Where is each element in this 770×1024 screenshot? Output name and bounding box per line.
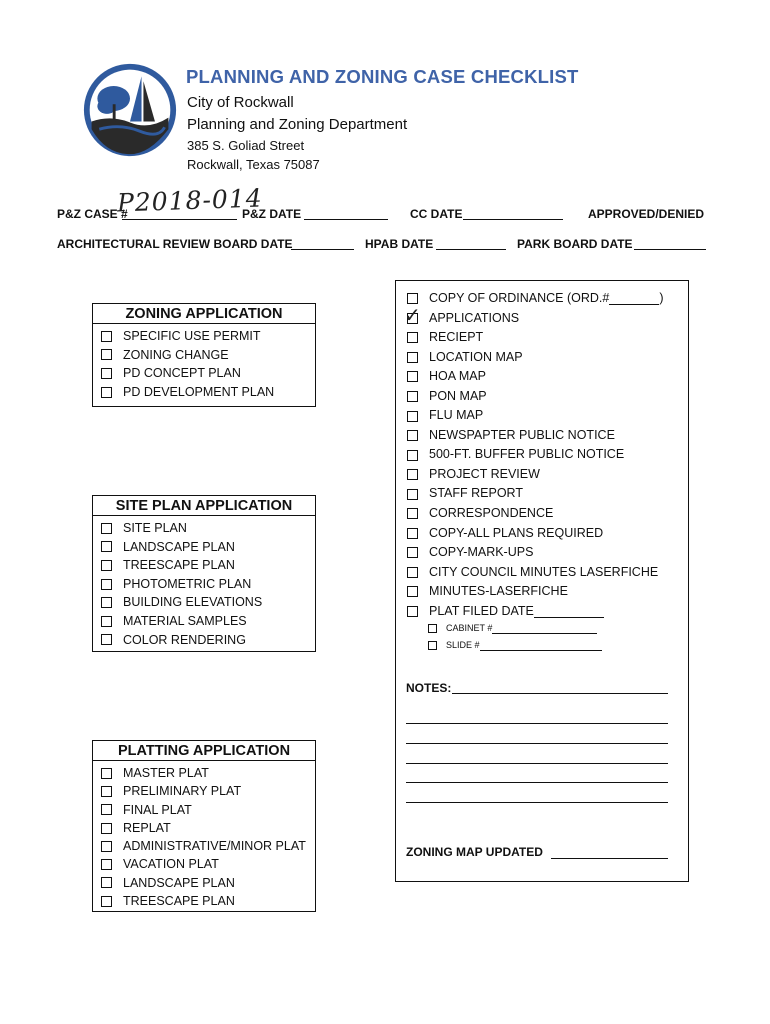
case-number-handwritten: P2018-014	[116, 183, 264, 218]
pz-date-field[interactable]	[304, 208, 388, 220]
checkbox[interactable]	[407, 508, 418, 519]
platting-item[interactable]: ADMINISTRATIVE/MINOR PLAT	[101, 837, 315, 855]
notes-line[interactable]	[406, 722, 668, 724]
checkbox[interactable]	[101, 541, 112, 552]
checklist-item[interactable]: PROJECT REVIEW	[407, 465, 664, 485]
platting-item[interactable]: LANDSCAPE PLAN	[101, 874, 315, 892]
site-plan-item[interactable]: SITE PLAN	[101, 519, 315, 538]
checklist-item-applications[interactable]: APPLICATIONS	[407, 309, 664, 329]
notes-line[interactable]	[406, 742, 668, 744]
cc-date-label: CC DATE	[410, 207, 463, 221]
approved-denied-label[interactable]: APPROVED/DENIED	[588, 207, 705, 221]
zoning-item-pd-development-plan[interactable]: PD DEVELOPMENT PLAN	[101, 383, 315, 402]
checkbox[interactable]	[428, 641, 437, 650]
city-name: City of Rockwall	[187, 94, 294, 111]
platting-item[interactable]: FINAL PLAT	[101, 801, 315, 819]
department-name: Planning and Zoning Department	[187, 116, 408, 133]
checkbox[interactable]	[407, 411, 418, 422]
checklist-item[interactable]: MINUTES-LASERFICHE	[407, 582, 664, 602]
zoning-application-title: ZONING APPLICATION	[93, 304, 315, 324]
checkbox[interactable]	[407, 352, 418, 363]
checkbox[interactable]	[101, 387, 112, 398]
zoning-map-updated-field[interactable]	[551, 857, 668, 859]
checkbox[interactable]	[407, 450, 418, 461]
street-address: 385 S. Goliad Street	[187, 138, 305, 153]
checkbox[interactable]	[101, 823, 112, 834]
checklist-item[interactable]: HOA MAP	[407, 367, 664, 387]
platting-item[interactable]: TREESCAPE PLAN	[101, 892, 315, 910]
site-plan-item[interactable]: COLOR RENDERING	[101, 631, 315, 650]
checkbox[interactable]	[407, 489, 418, 500]
arb-date-field[interactable]	[291, 238, 354, 250]
notes-label: NOTES:	[406, 681, 452, 695]
cabinet-number-field[interactable]	[492, 624, 597, 634]
notes-line[interactable]	[406, 801, 668, 803]
site-plan-item[interactable]: LANDSCAPE PLAN	[101, 538, 315, 557]
checklist-item[interactable]: COPY-MARK-UPS	[407, 543, 664, 563]
cc-date-field[interactable]	[463, 208, 563, 220]
platting-item[interactable]: PRELIMINARY PLAT	[101, 782, 315, 800]
checkbox[interactable]	[407, 371, 418, 382]
platting-application-title: PLATTING APPLICATION	[93, 741, 315, 761]
site-plan-item[interactable]: BUILDING ELEVATIONS	[101, 593, 315, 612]
platting-item[interactable]: VACATION PLAT	[101, 855, 315, 873]
platting-item[interactable]: REPLAT	[101, 819, 315, 837]
notes-line[interactable]	[406, 781, 668, 783]
slide-number-field[interactable]	[480, 641, 602, 651]
checklist-item[interactable]: CORRESPONDENCE	[407, 504, 664, 524]
notes-line[interactable]	[406, 762, 668, 764]
plat-filed-date-field[interactable]	[534, 605, 604, 618]
platting-item[interactable]: MASTER PLAT	[101, 764, 315, 782]
city-state-zip: Rockwall, Texas 75087	[187, 157, 320, 172]
checklist-item[interactable]: PON MAP	[407, 387, 664, 407]
checkbox[interactable]	[101, 786, 112, 797]
site-plan-item[interactable]: PHOTOMETRIC PLAN	[101, 575, 315, 594]
checkbox[interactable]	[101, 841, 112, 852]
zoning-item-pd-concept-plan[interactable]: PD CONCEPT PLAN	[101, 364, 315, 383]
checkbox[interactable]	[407, 528, 418, 539]
checklist-item-plat-filed-date[interactable]: PLAT FILED DATE	[407, 602, 664, 622]
hpab-date-field[interactable]	[436, 238, 506, 250]
checkbox[interactable]	[407, 391, 418, 402]
site-plan-item[interactable]: MATERIAL SAMPLES	[101, 612, 315, 631]
checkbox[interactable]	[407, 567, 418, 578]
city-logo-icon	[82, 62, 178, 158]
platting-application-box	[92, 740, 316, 912]
checkbox[interactable]	[101, 597, 112, 608]
checkbox[interactable]	[101, 560, 112, 571]
site-plan-item[interactable]: TREESCAPE PLAN	[101, 556, 315, 575]
checklist-item[interactable]: STAFF REPORT	[407, 484, 664, 504]
checkbox[interactable]	[101, 349, 112, 360]
checkbox[interactable]	[101, 368, 112, 379]
site-plan-application-box	[92, 495, 316, 652]
checklist-item-copy-of-ordinance[interactable]: COPY OF ORDINANCE (ORD.# )	[407, 289, 664, 309]
checkbox[interactable]	[101, 331, 112, 342]
site-plan-application-title: SITE PLAN APPLICATION	[93, 496, 315, 516]
cabinet-item[interactable]: CABINET #	[428, 620, 602, 637]
checklist-item[interactable]: LOCATION MAP	[407, 348, 664, 368]
checkbox[interactable]	[428, 624, 437, 633]
checkbox[interactable]	[407, 469, 418, 480]
checkbox[interactable]	[407, 586, 418, 597]
checklist-item[interactable]: CITY COUNCIL MINUTES LASERFICHE	[407, 563, 664, 583]
notes-line[interactable]	[452, 692, 668, 694]
checkbox[interactable]	[101, 616, 112, 627]
form-title: PLANNING AND ZONING CASE CHECKLIST	[186, 66, 579, 87]
checklist-item[interactable]: RECIEPT	[407, 328, 664, 348]
checklist-item[interactable]: FLU MAP	[407, 406, 664, 426]
zoning-map-updated-label: ZONING MAP UPDATED	[406, 845, 543, 859]
zoning-item-zoning-change[interactable]: ZONING CHANGE	[101, 346, 315, 365]
slide-item[interactable]: SLIDE #	[428, 637, 602, 654]
zoning-application-box	[92, 303, 316, 407]
checkbox[interactable]	[101, 896, 112, 907]
park-board-date-field[interactable]	[634, 238, 706, 250]
checkbox[interactable]	[407, 430, 418, 441]
checkbox[interactable]	[101, 634, 112, 645]
checkbox[interactable]	[407, 606, 418, 617]
park-board-date-label: PARK BOARD DATE	[517, 237, 633, 251]
checklist-item[interactable]: 500-FT. BUFFER PUBLIC NOTICE	[407, 445, 664, 465]
checkbox[interactable]	[101, 804, 112, 815]
checkbox[interactable]	[101, 579, 112, 590]
ordinance-number-field[interactable]	[609, 292, 659, 305]
checklist-item[interactable]: NEWSPAPTER PUBLIC NOTICE	[407, 426, 664, 446]
pz-date-label: P&Z DATE	[242, 207, 302, 221]
check-mark-icon: ✓	[404, 303, 421, 327]
arb-date-label: ARCHITECTURAL REVIEW BOARD DATE	[57, 237, 293, 251]
zoning-item-specific-use-permit[interactable]: SPECIFIC USE PERMIT	[101, 327, 315, 346]
hpab-date-label: HPAB DATE	[365, 237, 434, 251]
checkbox[interactable]	[101, 859, 112, 870]
case-checklist-box	[395, 280, 689, 882]
checklist-item[interactable]: COPY-ALL PLANS REQUIRED	[407, 524, 664, 544]
checkbox[interactable]	[101, 877, 112, 888]
checkbox[interactable]	[407, 332, 418, 343]
case-number-label: P&Z CASE #	[57, 207, 128, 221]
checkbox[interactable]	[101, 523, 112, 534]
checkbox[interactable]	[407, 547, 418, 558]
checkbox[interactable]	[101, 768, 112, 779]
